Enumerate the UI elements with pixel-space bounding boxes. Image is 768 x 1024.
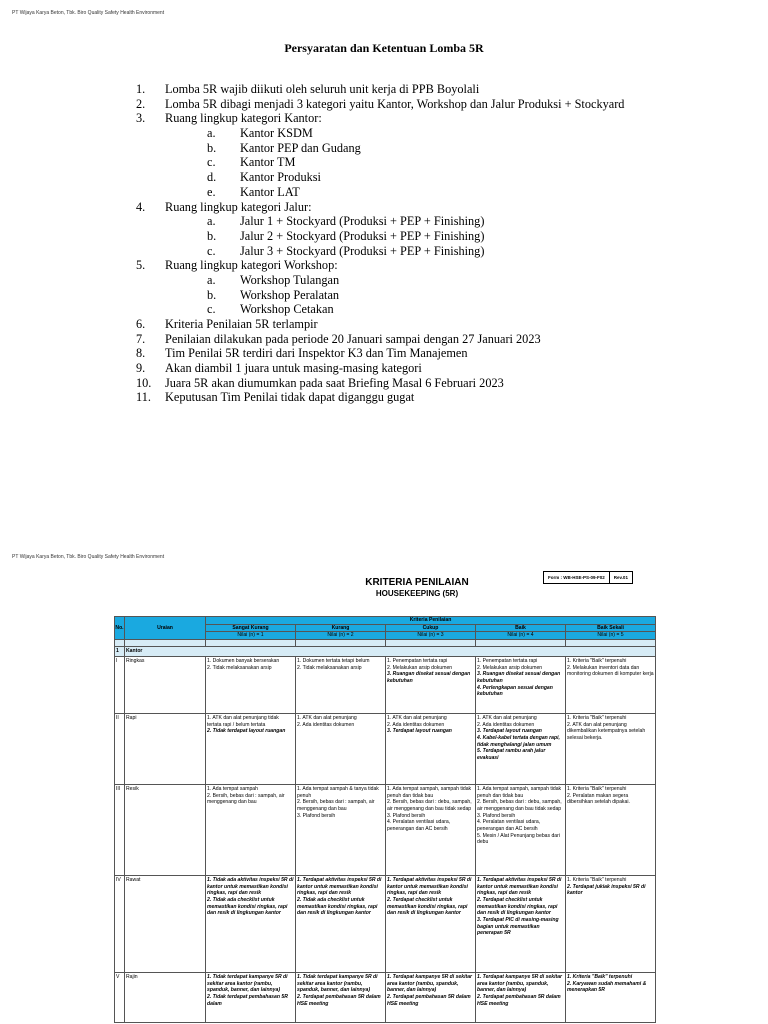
level-score: Nilai (n) = 3 <box>386 632 476 640</box>
list-item-number: 1. <box>136 82 146 96</box>
criteria-item: 4. Kabel-kabel tertata dengan rapi, tidak menghalangi jalan umum <box>477 734 560 748</box>
criteria-item: 4. Peralatan ventilasi udara, penerangan dan AC bersih <box>477 819 541 833</box>
sub-list-item <box>0 126 768 141</box>
form-code-box <box>543 571 633 584</box>
criteria-item: 1. Terdapat aktivitas inspeksi 5R di kantor untuk memastikan kondisi ringkas, rapi dan resik <box>477 876 562 897</box>
form-rev: Rev.01 <box>609 572 632 583</box>
criteria-item: 2. Terdapat pembahasan 5R dalam HSE meeting <box>387 993 471 1007</box>
sub-list-item-text: Jalur 1 + Stockyard (Produksi + PEP + Finishing) <box>240 214 485 229</box>
criteria-cell <box>206 656 296 713</box>
criteria-cell <box>296 972 386 1022</box>
sub-list-item <box>0 302 768 317</box>
list-item-text: Lomba 5R wajib diikuti oleh seluruh unit kerja di PPB Boyolali <box>165 82 480 96</box>
criteria-subtitle: HOUSEKEEPING (5R) <box>375 589 459 598</box>
criteria-cell <box>476 784 566 875</box>
criteria-item: 1. Terdapat aktivitas inspeksi 5R di kantor untuk memastikan kondisi ringkas, rapi dan resik <box>297 876 382 897</box>
criteria-item: 2. Tidak terdapat pembahasan 5R dalam <box>207 993 288 1007</box>
level-label: Kurang <box>296 624 386 632</box>
criteria-item: 2. Ada identitas dokumen <box>297 721 355 728</box>
list-item-text: Ruang lingkup kategori Jalur: <box>165 199 312 214</box>
criteria-cell <box>566 713 656 784</box>
criteria-item: 1. Kriteria "Baik" terpenuhi <box>567 785 627 792</box>
list-item-text: Lomba 5R dibagi menjadi 3 kategori yaitu Kantor, Workshop dan Jalur Produksi + Stockyard <box>165 96 625 111</box>
list-item <box>0 258 768 273</box>
criteria-cell <box>476 875 566 972</box>
list-item-text: Keputusan Tim Penilai tidak dapat diganggu gugat <box>165 390 415 405</box>
criteria-item: 2. Terdapat checklist untuk memastikan kondisi ringkas, rapi dan resik di lingkungan kantor <box>477 896 558 917</box>
criteria-cell <box>296 784 386 875</box>
criteria-item: 1. ATK dan alat penunjang <box>477 714 537 721</box>
criteria-item: 1. Terdapat kampanye 5R di sekitar area kantor (rambu, spanduk, banner, dan lainnya) <box>387 973 473 994</box>
criteria-item: 2. Tidak ada checklist untuk memastikan kondisi ringkas, rapi dan resik di lingkungan kantor <box>207 896 288 917</box>
criteria-item: 2. Tidak melaksanakan arsip <box>297 664 362 671</box>
criteria-table <box>114 616 656 1023</box>
sub-list-item-letter: c. <box>207 243 216 258</box>
list-item-text: Ruang lingkup kategori Kantor: <box>165 111 322 126</box>
criteria-item: 1. Terdapat kampanye 5R di sekitar area kantor (rambu, spanduk, banner, dan lainnya) <box>477 973 563 994</box>
sub-list-item-text: Workshop Cetakan <box>240 302 334 317</box>
criteria-cell <box>566 656 656 713</box>
row-name: Ringkas <box>125 656 206 713</box>
criteria-cell <box>476 972 566 1022</box>
sub-list-item <box>0 185 768 200</box>
criteria-item: 1. Penempatan tertata rapi <box>387 657 448 664</box>
row-name: Rawat <box>125 875 206 972</box>
list-item <box>0 97 768 112</box>
row-name: Rajin <box>125 972 206 1022</box>
criteria-row <box>115 972 656 1022</box>
level-label: Baik <box>476 624 566 632</box>
row-number: II <box>115 713 125 784</box>
criteria-item: 3. Plafond bersih <box>477 812 516 819</box>
sub-list-item-letter: b. <box>207 140 217 155</box>
spacer-cell <box>115 640 125 647</box>
criteria-item: 2. Bersih, bebas dari : debu, sampah, air menggenang dan bau tidak sedap <box>477 799 562 812</box>
criteria-cell <box>566 972 656 1022</box>
sub-list-item-text: Workshop Peralatan <box>240 287 340 302</box>
sub-list-item-text: Kantor LAT <box>240 184 300 199</box>
criteria-item: 2. Melakukan arsip dokumen <box>387 664 453 671</box>
col-group: Kriteria Penilaian <box>206 617 656 625</box>
criteria-item: 1. Terdapat aktivitas inspeksi 5R di kantor untuk memastikan kondisi ringkas, rapi dan resik <box>387 876 472 897</box>
criteria-item: 1. Ada tempat sampah, sampah tidak penuh dan tidak bau <box>477 785 562 799</box>
criteria-cell <box>206 972 296 1022</box>
section-label: Kantor <box>125 647 656 657</box>
section-number: 1 <box>115 647 125 657</box>
criteria-item: 2. Ada identitas dokumen <box>387 721 445 728</box>
list-item <box>0 376 768 391</box>
sub-list-item <box>0 170 768 185</box>
list-item-number: 8. <box>136 346 146 361</box>
requirements-list <box>0 82 768 405</box>
list-item <box>0 82 768 97</box>
spacer-cell <box>476 640 566 647</box>
list-item-text: Juara 5R akan diumumkan pada saat Briefing Masal 6 Februari 2023 <box>165 375 504 390</box>
level-score: Nilai (n) = 4 <box>476 632 566 640</box>
sub-list-item-letter: a. <box>207 126 216 141</box>
criteria-item: 4. Perlengkapan sesuai dengan kebutuhan <box>477 684 553 698</box>
criteria-cell <box>476 713 566 784</box>
list-item <box>0 390 768 405</box>
criteria-item: 1. Ada tempat sampah <box>207 785 258 792</box>
criteria-cell <box>386 713 476 784</box>
criteria-cell <box>386 972 476 1022</box>
sub-list-item-text: Jalur 3 + Stockyard (Produksi + PEP + Finishing) <box>240 243 485 258</box>
sub-list-item-letter: c. <box>207 155 216 170</box>
criteria-item: 2. Melakukan arsip dokumen <box>477 664 543 671</box>
list-item-number: 7. <box>136 331 146 346</box>
list-item-number: 6. <box>136 317 146 331</box>
criteria-item: 2. Terdapat checklist untuk memastikan kondisi ringkas, rapi dan resik di lingkungan kantor <box>387 896 468 917</box>
sub-list-item-text: Workshop Tulangan <box>240 272 340 287</box>
criteria-item: 1. Tidak terdapat kampanye 5R di sekitar area kantor (rambu, spanduk, banner, dan lainnya) <box>297 973 378 994</box>
col-uraian: Uraian <box>125 617 206 640</box>
list-item-text: Kriteria Penilaian 5R terlampir <box>165 317 318 331</box>
criteria-item: 1. Dokumen banyak berserakan <box>207 657 280 664</box>
criteria-item: 1. ATK dan alat penunjang <box>387 714 447 721</box>
criteria-item: 1. Tidak terdapat kampanye 5R di sekitar area kantor (rambu, spanduk, banner, dan lainnya) <box>207 973 288 994</box>
criteria-item: 1. ATK dan alat penunjang tidak tertata rapi / belum tertata <box>207 714 279 728</box>
criteria-item: 2. Tidak ada checklist untuk memastikan kondisi ringkas, rapi dan resik di lingkungan kantor <box>297 896 378 917</box>
list-item-number: 11. <box>136 390 151 405</box>
criteria-cell <box>566 784 656 875</box>
list-item-number: 4. <box>136 199 146 214</box>
sub-list-item <box>0 229 768 244</box>
sub-list-item <box>0 288 768 303</box>
criteria-cell <box>386 875 476 972</box>
criteria-item: 3. Plafond bersih <box>297 812 336 819</box>
criteria-item: 2. Tidak melaksanakan arsip <box>207 664 272 671</box>
criteria-cell <box>206 875 296 972</box>
criteria-item: 1. Kriteria "Baik" terpenuhi <box>567 973 633 980</box>
criteria-item: 1. Ada tempat sampah, sampah tidak penuh dan tidak bau <box>387 785 472 799</box>
sub-list-item <box>0 244 768 259</box>
spacer-row <box>115 640 656 647</box>
spacer-cell <box>566 640 656 647</box>
criteria-item: 2. Bersih, bebas dari : sampah, air menggenang dan bau <box>297 799 375 812</box>
criteria-item: 3. Terdapat layout ruangan <box>477 728 542 735</box>
sub-list-item-letter: a. <box>207 272 216 287</box>
spacer-cell <box>296 640 386 647</box>
criteria-item: 1. Kriteria "Baik" terpenuhi <box>567 876 627 883</box>
list-item <box>0 346 768 361</box>
criteria-item: 2. ATK dan alat penunjang dikembalikan ketempatnya setelah selesai bekerja. <box>567 721 646 741</box>
criteria-cell <box>386 656 476 713</box>
sub-list-item-letter: a. <box>207 214 216 229</box>
criteria-item: 1. Kriteria "Baik" terpenuhi <box>567 657 627 664</box>
sub-list-item-letter: d. <box>207 170 217 185</box>
sub-list-item <box>0 155 768 170</box>
criteria-item: 2. Karyawan sudah memahami & menerapkan 5R <box>567 980 647 994</box>
criteria-item: 1. Ada tempat sampah & tanya tidak penuh <box>297 785 379 799</box>
sub-list-item-text: Kantor PEP dan Gudang <box>240 140 361 155</box>
sub-list-item-letter: b. <box>207 287 217 302</box>
sub-list-item-text: Kantor KSDM <box>240 126 313 141</box>
sub-list-item-text: Jalur 2 + Stockyard (Produksi + PEP + Finishing) <box>240 228 485 243</box>
level-label: Baik Sekali <box>566 624 656 632</box>
page-header-1: PT Wijaya Karya Beton, Tbk. Biro Quality Safety Health Environment <box>12 10 165 16</box>
list-item <box>0 200 768 215</box>
form-code: Form : WB-HSE-PS-09-F02 <box>548 574 605 580</box>
sub-list-item-letter: e. <box>207 184 216 199</box>
criteria-item: 2. Bersih, bebas dari : sampah, air menggenang dan bau <box>207 792 285 806</box>
criteria-cell <box>566 875 656 972</box>
list-item-text: Ruang lingkup kategori Workshop: <box>165 258 338 273</box>
criteria-cell <box>296 875 386 972</box>
list-item-number: 5. <box>136 258 146 273</box>
criteria-item: 2. Ada identitas dokumen <box>477 721 535 728</box>
row-number: V <box>115 972 125 1022</box>
criteria-row <box>115 713 656 784</box>
list-item <box>0 361 768 376</box>
criteria-item: 1. Kriteria "Baik" terpenuhi <box>567 714 627 721</box>
criteria-item: 3. Ruangan disekat sesuai dengan kebutuhan <box>387 671 471 684</box>
criteria-item: 5. Mesin / Alat Penunjang bebas dari debu <box>477 832 560 846</box>
criteria-cell <box>296 656 386 713</box>
sub-list-item-text: Kantor Produksi <box>240 170 321 185</box>
criteria-item: 2. Terdapat pembahasan 5R dalam HSE meeting <box>297 993 381 1007</box>
level-score: Nilai (n) = 5 <box>566 632 656 640</box>
criteria-item: 5. Terdapat rambu arah jalur evakuasi <box>477 748 546 762</box>
list-item <box>0 332 768 347</box>
sub-list-item <box>0 273 768 288</box>
level-score: Nilai (n) = 1 <box>206 632 296 640</box>
list-item-number: 3. <box>136 111 146 126</box>
level-label: Sangat Kurang <box>206 624 296 632</box>
page-header-2: PT Wijaya Karya Beton, Tbk. Biro Quality Safety Health Environment <box>12 554 165 560</box>
list-item <box>0 317 768 332</box>
row-number: IV <box>115 875 125 972</box>
criteria-item: 3. Plafond bersih <box>387 812 426 819</box>
list-item-number: 2. <box>136 96 146 111</box>
list-item-text: Akan diambil 1 juara untuk masing-masing kategori <box>165 361 422 376</box>
row-name: Rapi <box>125 713 206 784</box>
level-score: Nilai (n) = 2 <box>296 632 386 640</box>
sub-list-item-letter: b. <box>207 228 217 243</box>
level-label: Cukup <box>386 624 476 632</box>
criteria-item: 2. Melakukan inventori data dan monitoring dokumen di komputer kerja <box>567 664 654 678</box>
sub-list-item-text: Kantor TM <box>240 155 296 170</box>
list-item-number: 9. <box>136 361 146 376</box>
criteria-item: 2. Terdapat jukiak inspeksi 5R di kantor <box>567 883 646 897</box>
criteria-cell <box>206 713 296 784</box>
section-row <box>115 647 656 657</box>
criteria-cell <box>476 656 566 713</box>
criteria-item: 3. Terdapat layout ruangan <box>387 728 452 735</box>
criteria-cell <box>206 784 296 875</box>
criteria-item: 2. Tidak terdapat layout ruangan <box>207 728 286 735</box>
criteria-item: 1. Penempatan tertata rapi <box>477 657 538 664</box>
sub-list-item <box>0 141 768 156</box>
criteria-item: 1. Dokumen tertata tetapi belum <box>297 657 370 664</box>
spacer-cell <box>206 640 296 647</box>
criteria-row <box>115 784 656 875</box>
criteria-title-block <box>340 577 494 599</box>
criteria-item: 3. Ruangan disekat sesuai dengan kebutuhan <box>477 671 561 684</box>
criteria-item: 2. Peralatan makan segera dibersihkan setelah dipakai. <box>567 792 630 806</box>
criteria-item: 3. Terdapat PIC di masing-masing bagian untuk memastikan penerapan 5R <box>477 917 559 937</box>
criteria-item: 2. Terdapat pembahasan 5R dalam HSE meeting <box>477 993 561 1007</box>
row-name: Resik <box>125 784 206 875</box>
list-item-text: Penilaian dilakukan pada periode 20 Januari sampai dengan 27 Januari 2023 <box>165 331 541 346</box>
col-no: No. <box>115 617 125 640</box>
spacer-cell <box>386 640 476 647</box>
criteria-title: KRITERIA PENILAIAN <box>365 577 469 588</box>
spacer-cell <box>125 640 206 647</box>
criteria-item: 4. Peralatan ventilasi udara, penerangan dan AC bersih <box>387 819 451 833</box>
list-item-text: Tim Penilai 5R terdiri dari Inspektor K3 dan Tim Manajemen <box>165 346 468 361</box>
criteria-item: 1. ATK dan alat penunjang <box>297 714 357 721</box>
row-number: III <box>115 784 125 875</box>
row-number: I <box>115 656 125 713</box>
list-item <box>0 111 768 126</box>
criteria-row <box>115 875 656 972</box>
document-title: Persyaratan dan Ketentuan Lomba 5R <box>284 41 484 55</box>
criteria-cell <box>296 713 386 784</box>
sub-list-item-letter: c. <box>207 302 216 317</box>
criteria-row <box>115 656 656 713</box>
list-item-number: 10. <box>136 375 152 390</box>
criteria-cell <box>386 784 476 875</box>
criteria-item: 1. Tidak ada aktivitas inspeksi 5R di kantor untuk memastikan kondisi ringkas, rapi dan resik <box>207 876 294 897</box>
criteria-item: 2. Bersih, bebas dari : debu, sampah, air menggenang dan bau tidak sedap <box>387 799 472 812</box>
sub-list-item <box>0 214 768 229</box>
